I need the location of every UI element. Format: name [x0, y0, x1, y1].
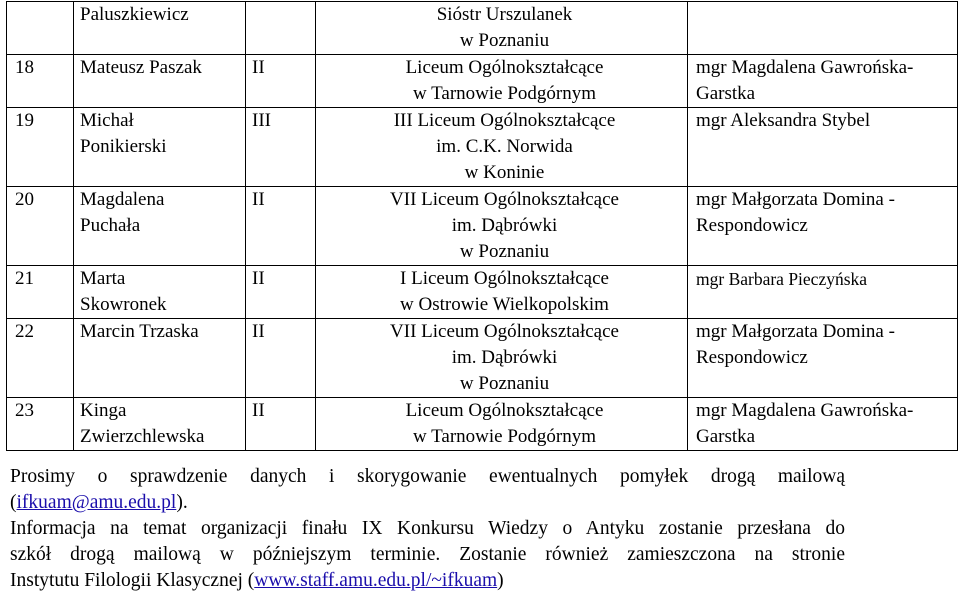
teacher-line: mgr Małgorzata Domina -	[696, 321, 895, 342]
paren-open: (	[10, 492, 17, 513]
student-name-line: Magdalena	[80, 189, 165, 210]
cell-class: II	[246, 187, 316, 266]
school-line: Liceum Ogólnokształcące	[405, 57, 604, 78]
school-line: w Tarnowie Podgórnym	[412, 83, 597, 104]
cell-teacher	[688, 2, 958, 55]
student-name-line: Mateusz Paszak	[80, 57, 202, 78]
footer-paragraph-1-line-2	[10, 490, 845, 516]
school-line: w Poznaniu	[459, 30, 550, 51]
cell-student-name	[74, 187, 246, 266]
cell-teacher	[688, 398, 958, 451]
cell-teacher	[688, 55, 958, 108]
teacher-line: Respondowicz	[696, 215, 808, 236]
table-row	[7, 187, 958, 266]
table-row	[7, 266, 958, 319]
cell-teacher	[688, 187, 958, 266]
school-line: w Koninie	[464, 162, 545, 183]
cell-school	[316, 108, 688, 187]
teacher-line: Respondowicz	[696, 347, 808, 368]
cell-school	[316, 319, 688, 398]
cell-class: III	[246, 108, 316, 187]
teacher-line: mgr Magdalena Gawrońska-	[696, 57, 914, 78]
cell-student-name	[74, 398, 246, 451]
student-name-line: Paluszkiewicz	[80, 4, 189, 25]
cell-number: 20	[7, 187, 74, 266]
website-link[interactable]: www.staff.amu.edu.pl/~ifkuam	[254, 570, 498, 591]
school-line: Liceum Ogólnokształcące	[405, 400, 604, 421]
cell-class: II	[246, 319, 316, 398]
cell-student-name	[74, 266, 246, 319]
footer-paragraph-2-line-3	[10, 568, 845, 594]
table-row	[7, 55, 958, 108]
cell-school	[316, 398, 688, 451]
teacher-line: mgr Małgorzata Domina -	[696, 189, 895, 210]
cell-number	[7, 2, 74, 55]
school-line: im. C.K. Norwida	[436, 136, 573, 157]
student-name-line: Kinga	[80, 400, 127, 421]
cell-student-name	[74, 319, 246, 398]
table-row	[7, 2, 958, 55]
student-name-line: Marcin Trzaska	[80, 321, 199, 342]
school-line: w Tarnowie Podgórnym	[412, 426, 597, 447]
student-name-line: Michał	[80, 110, 134, 131]
cell-school	[316, 2, 688, 55]
cell-school	[316, 55, 688, 108]
cell-number: 19	[7, 108, 74, 187]
cell-class: II	[246, 266, 316, 319]
teacher-line: mgr Aleksandra Stybel	[696, 110, 871, 131]
student-name-line: Ponikierski	[80, 136, 167, 157]
school-line: III Liceum Ogólnokształcące	[393, 110, 616, 131]
table-row	[7, 398, 958, 451]
cell-student-name	[74, 2, 246, 55]
school-line: w Ostrowie Wielkopolskim	[400, 294, 609, 315]
student-name-line: Marta	[80, 268, 126, 289]
cell-teacher	[688, 108, 958, 187]
school-line: im. Dąbrówki	[451, 347, 558, 368]
school-line: I Liceum Ogólnokształcące	[400, 268, 609, 289]
school-line: im. Dąbrówki	[451, 215, 558, 236]
school-line: VII Liceum Ogólnokształcące	[390, 189, 619, 210]
school-line: VII Liceum Ogólnokształcące	[390, 321, 619, 342]
teacher-line: Garstka	[696, 426, 756, 447]
student-name-line: Puchała	[80, 215, 141, 236]
teacher-line: mgr Magdalena Gawrońska-	[696, 400, 914, 421]
paren-close: ).	[176, 492, 188, 513]
footer-paragraph-2-line-1: Informacja na temat organizacji finału IX Konkursu Wiedzy o Antyku zostanie przesłana do	[10, 518, 845, 539]
school-line: w Poznaniu	[459, 373, 550, 394]
school-line: Sióstr Urszulanek	[436, 4, 573, 25]
paren-close-2: )	[497, 570, 504, 591]
cell-class: II	[246, 398, 316, 451]
cell-class: II	[246, 55, 316, 108]
cell-student-name	[74, 108, 246, 187]
cell-teacher	[688, 319, 958, 398]
cell-number: 22	[7, 319, 74, 398]
footer-paragraph-1-line-1: Prosimy o sprawdzenie danych i skorygowanie ewentualnych pomyłek drogą mailową	[10, 466, 845, 487]
cell-number: 21	[7, 266, 74, 319]
results-table-body	[7, 2, 958, 451]
student-name-line: Skowronek	[80, 294, 167, 315]
school-line: w Poznaniu	[459, 241, 550, 262]
student-name-line: Zwierzchlewska	[80, 426, 205, 447]
institute-text: Instytutu Filologii Klasycznej (	[10, 570, 255, 591]
teacher-line: mgr Barbara Pieczyńska	[696, 269, 868, 289]
cell-student-name	[74, 55, 246, 108]
cell-school	[316, 187, 688, 266]
cell-school	[316, 266, 688, 319]
table-row	[7, 319, 958, 398]
cell-teacher	[688, 266, 958, 319]
cell-class	[246, 2, 316, 55]
results-table	[6, 1, 958, 451]
footer-notes	[10, 464, 845, 594]
cell-number: 23	[7, 398, 74, 451]
footer-paragraph-2-line-2: szkół drogą mailową w późniejszym terminie. Zostanie również zamieszczona na stronie	[10, 544, 845, 565]
cell-number: 18	[7, 55, 74, 108]
teacher-line: Garstka	[696, 83, 756, 104]
email-link[interactable]: ifkuam@amu.edu.pl	[16, 492, 177, 513]
table-row	[7, 108, 958, 187]
